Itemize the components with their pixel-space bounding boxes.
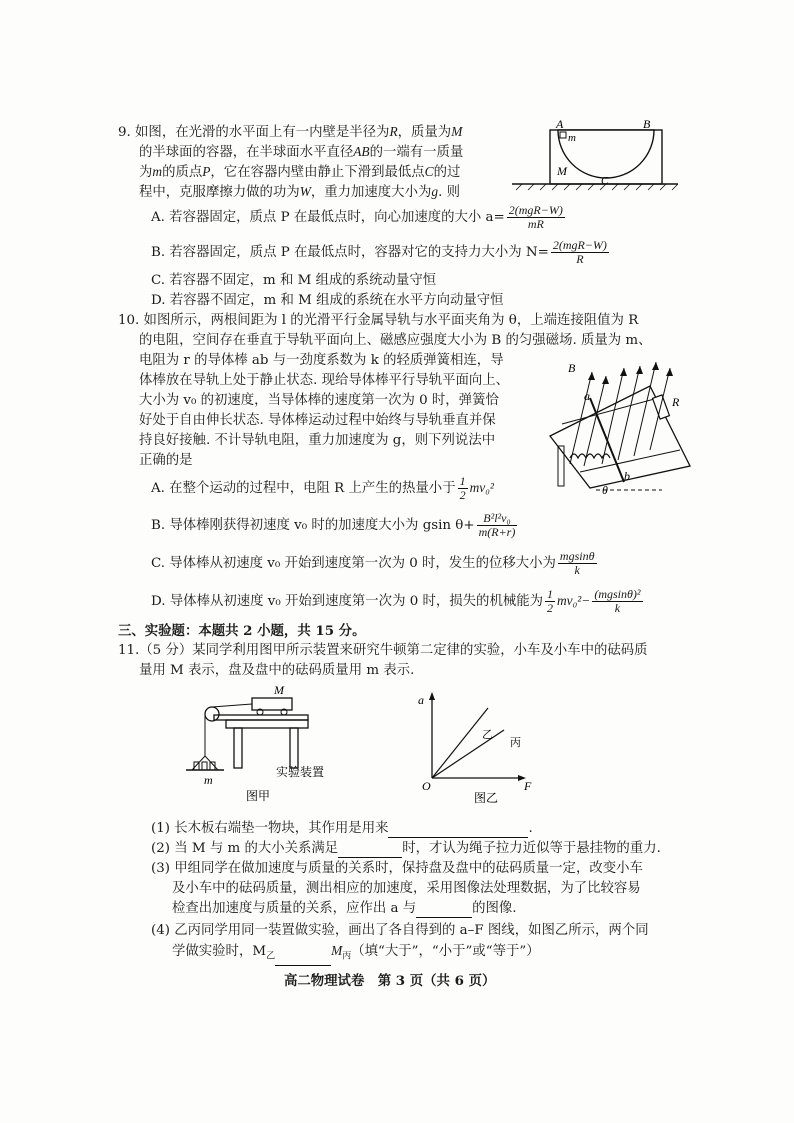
- q11-part-3a: (3) 甲组同学在做加速度与质量的关系时，保持盘及盘中的砝码质量一定，改变小车: [151, 861, 643, 876]
- q10-option-D: D. 导体棒从初速度 v₀ 开始到速度第一次为 0 时，损失的机械能为 $\frac{1}{2}$ mv₀²− $\frac{\text{(mgsinθ)²}}{k}$: [151, 587, 641, 615]
- q10-field-arrowheads: [588, 362, 673, 384]
- q11-blank-1[interactable]: [388, 823, 528, 838]
- q11-figure-jia-caption: 图甲: [246, 789, 271, 803]
- q9-fig-label-M: M: [557, 164, 567, 178]
- q9-ground-hatch: [516, 184, 678, 190]
- q10-line-5: 大小为 v₀ 的初速度，当导体棒的速度第一次为 0 时，弹簧恰: [139, 393, 499, 408]
- q10-option-A: A. 在整个运动的过程中，电阻 R 上产生的热量小于 $\frac{1}{2}$ mv₀²: [151, 474, 494, 502]
- q11-part-4a: (4) 乙丙同学用同一装置做实验，画出了各自得到的 a–F 图线，如图乙所示，两个同: [151, 923, 649, 938]
- q11-blank-2[interactable]: [338, 843, 402, 858]
- q11-graph-label-F: F: [524, 779, 532, 793]
- q11-graph-line-yi: [432, 708, 488, 778]
- q9-option-A: A. 若容器固定，质点 P 在最低点时，向心加速度的大小 a= $\frac{\text{2(mgR−W)}}{mR}$: [151, 203, 563, 231]
- q10-rail-lower: [580, 450, 680, 472]
- q9-fig-label-m: m: [568, 132, 576, 144]
- q11-fig-label-m: m: [204, 773, 213, 787]
- q9-line-1: 9. 如图，在光滑的水平面上有一内壁是半径为R，质量为M: [118, 124, 463, 140]
- q9-option-D: D. 若容器不固定，m 和 M 组成的系统在水平方向动量守恒: [151, 293, 504, 308]
- q11-graph-label-yi: 乙: [482, 728, 493, 741]
- q9-hemisphere-figure: [510, 118, 680, 194]
- q9-fig-label-C: C: [601, 175, 609, 187]
- q10-fig-label-b: b: [624, 469, 630, 483]
- q11-blank-4[interactable]: [275, 951, 331, 966]
- q10-line-2: 的电阻，空间存在垂直于导轨平面向上、磁感应强度大小为 B 的匀强磁场. 质量为 m、: [139, 333, 652, 348]
- q11-fig-label-apparatus: 实验装置: [276, 765, 325, 779]
- q10-line-3: 电阻为 r 的导体棒 ab 与一劲度系数为 k 的轻质弹簧相连，导: [139, 353, 504, 368]
- q11-part-3b: 及小车中的砝码质量，测出相应的加速度，采用图像法处理数据，为了比较容易: [172, 881, 641, 896]
- q11-rope-horizontal: [212, 704, 252, 707]
- q10-rail-upper: [562, 398, 658, 424]
- q10-rails-figure: [540, 354, 700, 500]
- q10-fig-label-B: B: [568, 361, 576, 375]
- q10-line-1: 10. 如图所示，两根间距为 l 的光滑平行金属导轨与水平面夹角为 θ，上端连接阻值为 R: [118, 313, 639, 328]
- q11-long-board: [214, 715, 308, 720]
- q11-table-top: [226, 720, 308, 728]
- q11-weight-2: [202, 762, 207, 770]
- q10-field-lines: [570, 362, 670, 466]
- q11-part-3c: 检查出加速度与质量的关系，应作出 a 与 的图像.: [172, 901, 517, 916]
- q11-part-4b: 学做实验时，$M_乙$ $M_丙$（填“大于”，“小于”或“等于”）: [172, 942, 540, 966]
- q10-option-C: C. 导体棒从初速度 v₀ 开始到速度第一次为 0 时，发生的位移大小为 $\frac{mgsin\theta}{k}$: [151, 549, 595, 577]
- q11-part-2: (2) 当 M 与 m 的大小关系满足 时，才认为绳子拉力近似等于悬挂物的重力.: [151, 841, 661, 856]
- q10-line-4: 体棒放在导轨上处于静止状态. 现给导体棒平行导轨平面向上、: [139, 373, 510, 388]
- q9-fig-label-A: A: [556, 118, 564, 131]
- q9-line-2: 的半球面的容器，在半球面水平直径AB的一端有一质量: [139, 144, 464, 160]
- q9-option-B: B. 若容器固定，质点 P 在最低点时，容器对它的支持力大小为 N= $\frac{\text{2(mgR−W)}}{R}$: [151, 238, 607, 266]
- q11-cart: [252, 698, 292, 710]
- q9-fig-label-B: B: [643, 118, 651, 131]
- q10-line-7: 持良好接触. 不计导轨电阻，重力加速度为 g，则下列说法中: [139, 433, 496, 448]
- q10-fig-label-theta: θ: [602, 483, 608, 497]
- q11-figure-yi-caption: 图乙: [474, 791, 499, 805]
- q9-line-3: 为m的质点P，它在容器内壁由静止下滑到最低点C的过: [139, 164, 461, 180]
- q11-line-1: 11.（5 分）某同学利用图甲所示装置来研究牛顿第二定律的实验，小车及小车中的砝码质: [118, 643, 648, 658]
- q11-fig-label-M: M: [274, 684, 284, 697]
- q9-particle-m: [560, 132, 566, 138]
- q10-fig-label-R: R: [672, 395, 680, 409]
- q11-table-leg-left: [234, 728, 242, 768]
- q11-figure-yi: [412, 688, 542, 808]
- q11-blank-3[interactable]: [416, 903, 472, 918]
- q11-pulley: [205, 707, 219, 721]
- q11-graph-y-arrow: [429, 692, 435, 700]
- q11-table-leg-right: [290, 728, 298, 768]
- page-footer: 高二物理试卷 第 3 页（共 6 页）: [284, 973, 496, 989]
- q10-option-B: B. 导体棒刚获得初速度 v₀ 时的加速度大小为 gsin θ+ $\frac{\text{B²l²v₀}}{m(R+r)}$: [151, 511, 516, 539]
- q9-option-C: C. 若容器不固定，m 和 M 组成的系统动量守恒: [151, 273, 437, 288]
- q11-graph-line-bing: [432, 730, 504, 778]
- section-3-heading: 三、实验题：本题共 2 小题，共 15 分。: [118, 623, 366, 639]
- q10-fig-label-a: a: [584, 389, 590, 403]
- q11-graph-label-bing: 丙: [510, 736, 521, 749]
- q11-line-2: 量用 M 表示，盘及盘中的砝码质量用 m 表示.: [139, 663, 415, 678]
- q11-figure-jia: [180, 684, 340, 808]
- q10-line-8: 正确的是: [139, 453, 193, 468]
- q9-line-4: 程中，克服摩擦力做的功为W，重力加速度大小为g. 则: [139, 184, 460, 200]
- q11-graph-label-a: a: [418, 693, 424, 707]
- q11-graph-label-O: O: [422, 779, 431, 793]
- q11-part-1: (1) 长木板右端垫一物块，其作用是用来 .: [151, 821, 533, 836]
- q10-line-6: 好处于自由伸长状态. 导体棒运动过程中始终与导轨垂直并保: [139, 413, 496, 428]
